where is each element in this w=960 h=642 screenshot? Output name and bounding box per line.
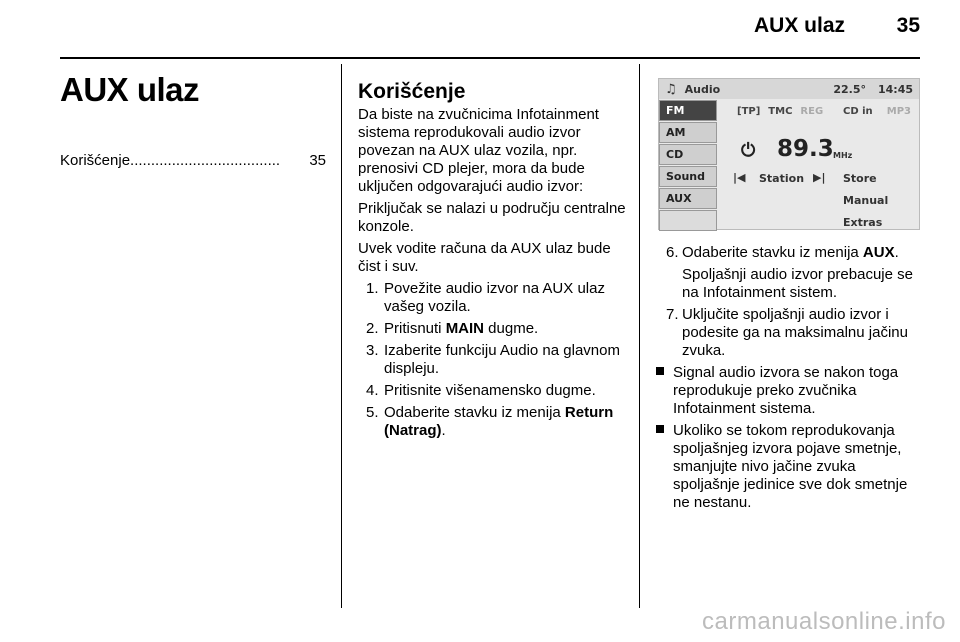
flag-cd-in: CD in: [843, 106, 873, 117]
watermark: carmanualsonline.info: [702, 608, 946, 635]
step-item: [358, 280, 626, 316]
tab-fm: FM: [659, 100, 717, 121]
step-number: 1.: [366, 280, 379, 297]
tab-cd: CD: [659, 144, 717, 165]
tab-empty: [659, 210, 717, 231]
display-status-bar: [659, 79, 919, 99]
notes-list: [656, 364, 926, 512]
step-text: .: [894, 244, 899, 261]
toc-entry-dots: ....................................: [130, 152, 281, 169]
seek-forward-icon: ▶|: [813, 171, 826, 184]
step-text: Pritisnuti: [384, 320, 446, 337]
chapter-title: AUX ulaz: [60, 71, 200, 108]
display-option-manual: Manual: [843, 194, 889, 207]
step-item: [358, 320, 626, 338]
flag-tmc: TMC: [768, 106, 793, 117]
step-text: Povežite audio izvor na AUX ulaz vašeg vozila.: [384, 280, 605, 315]
page-number: 35: [896, 14, 920, 37]
step-item: [358, 404, 626, 440]
step-text: Pritisnite višenamensko dugme.: [384, 382, 596, 399]
display-title: Audio: [684, 82, 721, 96]
step-text: .: [441, 422, 446, 439]
display-time: 14:45: [877, 82, 913, 96]
step-keyword: Return (Natrag): [384, 404, 614, 439]
header-rule: [60, 57, 920, 59]
power-icon: ⏻: [741, 140, 756, 161]
note-item: [656, 422, 926, 512]
tab-am: AM: [659, 122, 717, 143]
toc-entry-page: 35: [309, 152, 326, 169]
display-frequency-unit: MHz: [833, 151, 853, 160]
display-temperature: 22.5°: [833, 82, 866, 96]
display-flags: [737, 106, 823, 117]
step-item: [358, 342, 626, 378]
tab-sound: Sound: [659, 166, 717, 187]
note-item: [656, 364, 926, 418]
column-divider-left: [341, 64, 342, 608]
step-text: Odaberite stavku iz menija: [384, 404, 565, 421]
flag-tp: [TP]: [737, 106, 761, 117]
note-text: Ukoliko se tokom reprodukovanja spoljašnjeg izvora pojave smetnje, smanjujte nivo jačine zvuka spoljašnje jedinice sve dok smetnje ne nestanu.: [673, 422, 908, 511]
display-source-tabs: [659, 100, 717, 232]
step-item: [656, 306, 926, 360]
step-item: [656, 244, 926, 302]
paragraph-intro: Da biste na zvučnicima Infotainment sistema reprodukovali audio izvor povezan na AUX ulaz vozila, npr. prenosivi CD plejer, mora da bude uključen odgovarajući audio izvor:: [358, 106, 599, 195]
display-option-extras: Extras: [843, 216, 883, 229]
flag-mp3: MP3: [886, 106, 911, 117]
seek-back-icon: |◀: [733, 171, 746, 184]
bullet-square-icon: [656, 425, 664, 433]
step-subtext: Spoljašnji audio izvor prebacuje se na Infotainment sistem.: [682, 266, 913, 301]
section-heading: Korišćenje: [358, 80, 466, 103]
note-text: Signal audio izvora se nakon toga reprodukuje preko zvučnika Infotainment sistema.: [673, 364, 899, 417]
display-main-area: [719, 100, 919, 229]
right-column: [656, 244, 926, 516]
step-number: 4.: [366, 382, 379, 399]
step-item: [358, 382, 626, 400]
middle-column: [358, 80, 626, 444]
toc-entry[interactable]: [60, 152, 326, 169]
step-number: 3.: [366, 342, 379, 359]
toc-entry-label: Korišćenje: [60, 152, 131, 169]
display-station-label: Station: [759, 172, 805, 185]
step-text: Uključite spoljašnji audio izvor i podesite ga na maksimalnu jačinu zvuka.: [682, 306, 908, 359]
column-divider-right: [639, 64, 640, 608]
tab-aux: AUX: [659, 188, 717, 209]
paragraph-clean: Uvek vodite računa da AUX ulaz bude čist i suv.: [358, 240, 611, 275]
paragraph-location: Priključak se nalazi u području centralne konzole.: [358, 200, 626, 235]
step-text: Izaberite funkciju Audio na glavnom displeju.: [384, 342, 620, 377]
page-header-title: AUX ulaz: [753, 14, 845, 37]
steps-list-continued: [656, 244, 926, 360]
step-number: 7.: [666, 306, 679, 323]
step-text: dugme.: [484, 320, 539, 337]
step-text: Odaberite stavku iz menija: [682, 244, 863, 261]
music-note-icon: ♫: [665, 81, 677, 97]
display-option-store: Store: [843, 172, 877, 185]
flag-reg: REG: [800, 106, 824, 117]
infotainment-display-figure: [658, 78, 920, 230]
step-number: 5.: [366, 404, 379, 421]
display-frequency: 89.3: [777, 136, 834, 162]
step-keyword: MAIN: [445, 320, 485, 337]
step-number: 6.: [666, 244, 679, 261]
bullet-square-icon: [656, 367, 664, 375]
step-keyword: AUX: [862, 244, 895, 261]
step-number: 2.: [366, 320, 379, 337]
steps-list: [358, 280, 626, 440]
